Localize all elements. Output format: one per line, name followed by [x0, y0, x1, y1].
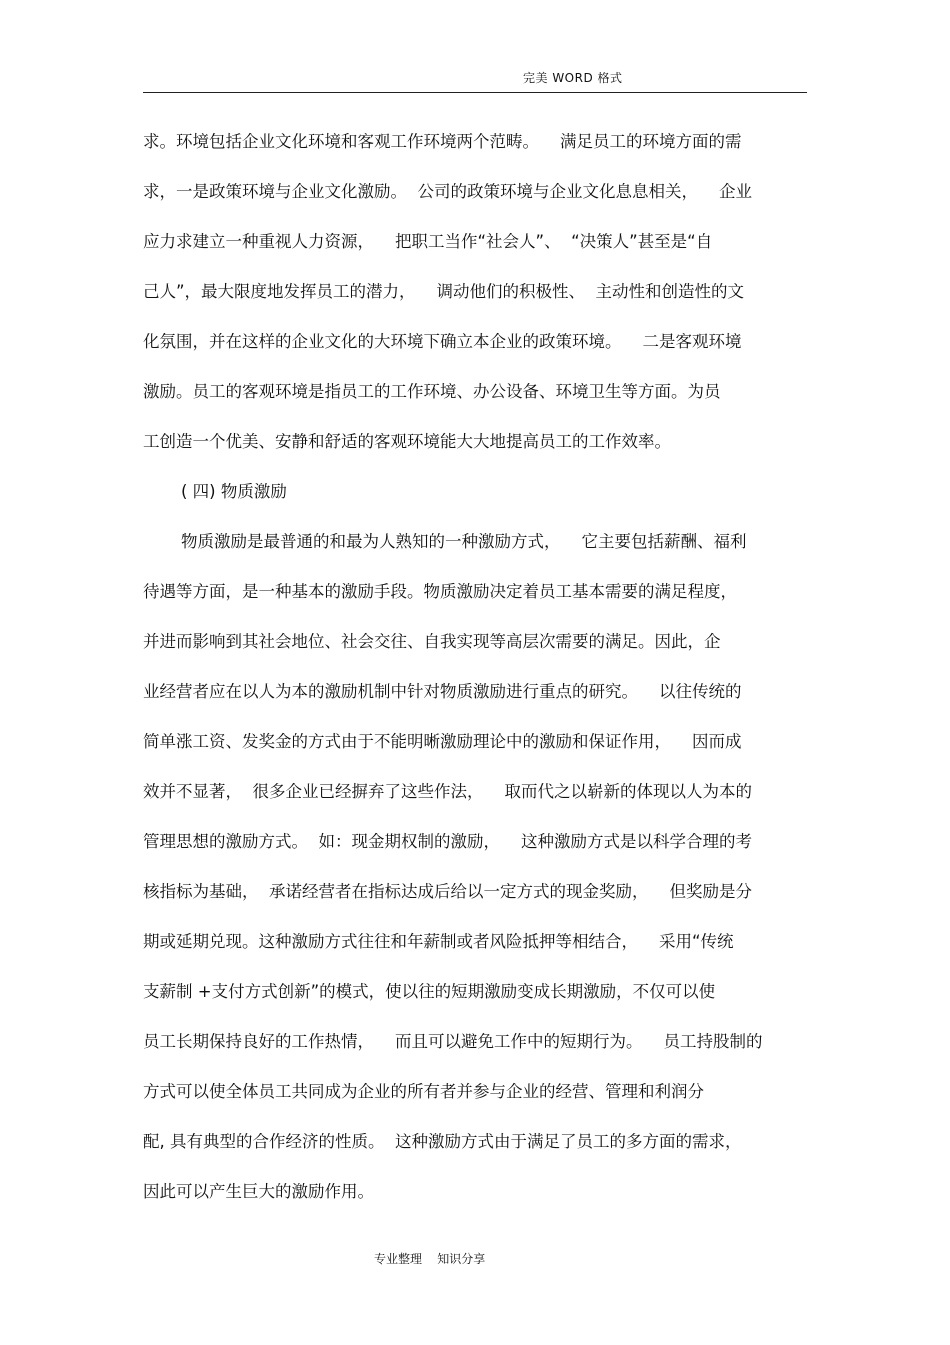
body-line: 求，一是政策环境与企业文化激励。 公司的政策环境与企业文化息息相关， 企业	[143, 182, 752, 201]
body-line: 化氛围，并在这样的企业文化的大环境下确立本企业的政策环境。 二是客观环境	[143, 332, 742, 351]
body-line: 己人”，最大限度地发挥员工的潜力， 调动他们的积极性、 主动性和创造性的文	[143, 282, 745, 301]
body-line: 待遇等方面，是一种基本的激励手段。物质激励决定着员工基本需要的满足程度，	[143, 582, 737, 601]
page-header-title: 完美 WORD 格式	[523, 71, 623, 85]
body-line: 核指标为基础， 承诺经营者在指标达成后给以一定方式的现金奖励， 但奖励是分	[143, 882, 752, 901]
page-header	[143, 68, 807, 93]
body-line: 应力求建立一种重视人力资源， 把职工当作“社会人”、 “决策人”甚至是“自	[143, 232, 713, 251]
body-line: 因此可以产生巨大的激励作用。	[143, 1182, 374, 1201]
body-line: 效并不显著， 很多企业已经摒弃了这些作法， 取而代之以崭新的体现以人为本的	[143, 782, 752, 801]
body-line: 方式可以使全体员工共同成为企业的所有者并参与企业的经营、管理和利润分	[143, 1082, 704, 1101]
body-line: 物质激励是最普通的和最为人熟知的一种激励方式， 它主要包括薪酬、福利	[181, 532, 747, 551]
body-line: 业经营者应在以人为本的激励机制中针对物质激励进行重点的研究。 以往传统的	[143, 682, 742, 701]
body-line: 期或延期兑现。这种激励方式往往和年薪制或者风险抵押等相结合， 采用“传统	[143, 932, 734, 951]
page-footer: 专业整理 知识分享	[374, 1252, 486, 1266]
body-line: 并进而影响到其社会地位、社会交往、自我实现等高层次需要的满足。因此，企	[143, 632, 721, 651]
body-line: 支薪制 +支付方式创新”的模式，使以往的短期激励变成长期激励，不仅可以使	[143, 982, 716, 1001]
body-line: 管理思想的激励方式。 如：现金期权制的激励， 这种激励方式是以科学合理的考	[143, 832, 752, 851]
body-line: 求。环境包括企业文化环境和客观工作环境两个范畴。 满足员工的环境方面的需	[143, 132, 742, 151]
section-heading: ( 四) 物质激励	[181, 482, 287, 501]
body-line: 配, 具有典型的合作经济的性质。 这种激励方式由于满足了员工的多方面的需求，	[143, 1132, 742, 1151]
body-line: 员工长期保持良好的工作热情， 而且可以避免工作中的短期行为。 员工持股制的	[143, 1032, 763, 1051]
body-line: 简单涨工资、发奖金的方式由于不能明晰激励理论中的激励和保证作用， 因而成	[143, 732, 742, 751]
body-line: 工创造一个优美、安静和舒适的客观环境能大大地提高员工的工作效率。	[143, 432, 671, 451]
body-line: 激励。员工的客观环境是指员工的工作环境、办公设备、环境卫生等方面。为员	[143, 382, 721, 401]
